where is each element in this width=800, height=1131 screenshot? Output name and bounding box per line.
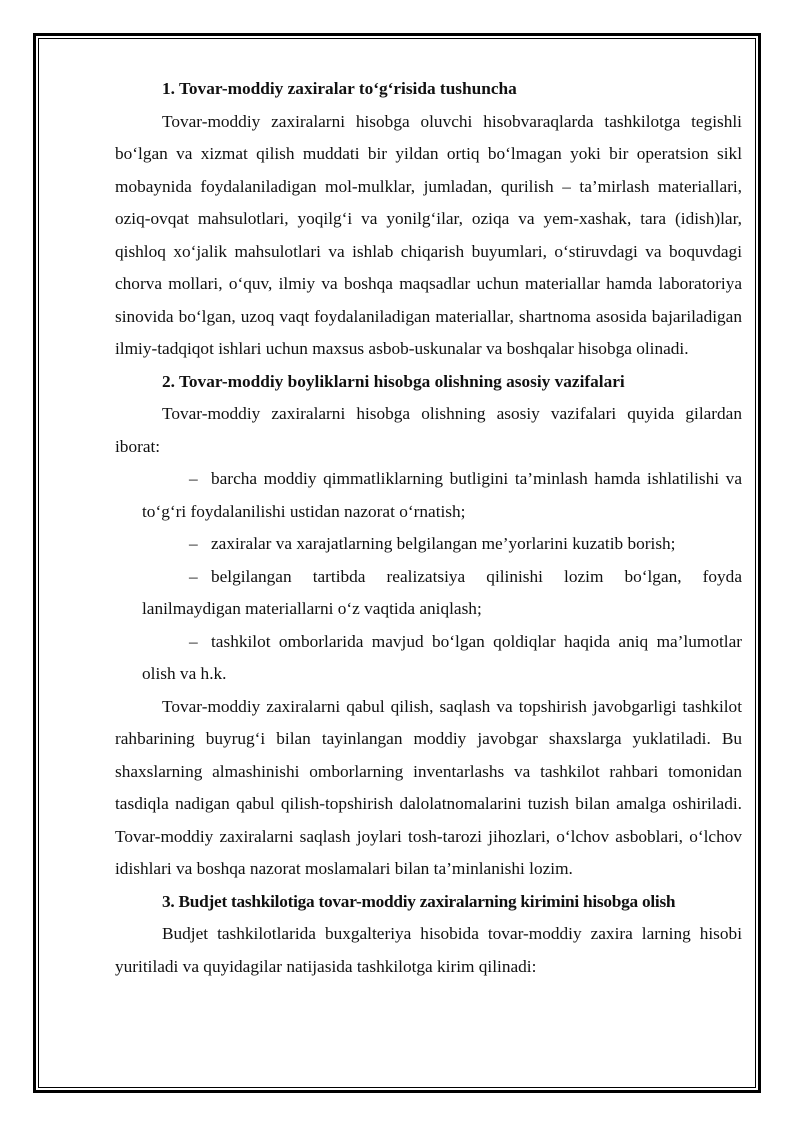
list-item <box>142 626 742 691</box>
list-item-text: zaxiralar va xarajatlarning belgilangan me’yorlarini kuzatib borish; <box>211 534 676 553</box>
list-item <box>142 561 742 626</box>
list-item <box>142 463 742 528</box>
bullet-dash: – <box>189 534 198 553</box>
list-item-text: tashkilot omborlarida mavjud bo‘lgan qoldiqlar haqida aniq ma’lumotlar olish va h.k. <box>142 631 742 683</box>
section-3-heading: 3. Budjet tashkilotiga tovar-moddiy zaxiralarning kirimini hisobga olish <box>162 891 676 911</box>
section-1-heading: 1. Tovar-moddiy zaxiralar to‘g‘risida tushuncha <box>162 79 517 98</box>
list-item-text: barcha moddiy qimmatliklarning butligini ta’minlash hamda ishlatilishi va to‘g‘ri foydalanilishi ustidan nazorat o‘rnatish; <box>142 469 742 521</box>
section-2-heading: 2. Tovar-moddiy boyliklarni hisobga olishning asosiy vazifalari <box>162 371 625 391</box>
bullet-dash: – <box>189 566 198 586</box>
list-item <box>142 528 742 561</box>
section-2-intro: Tovar-moddiy zaxiralarni hisobga olishning asosiy vazifalari quyida gilardan iborat: <box>115 404 742 456</box>
document-body <box>115 73 742 983</box>
bullet-dash: – <box>189 469 198 488</box>
section-1-paragraph: Tovar-moddiy zaxiralarni hisobga oluvchi hisobvaraqlarda tashkilotga tegishli bo‘lgan va xizmat qilish muddati bir yildan ortiq bo‘lmagan yoki bir operatsion sikl mobaynida foydalaniladigan mol-mulklar, jumladan, qurilish – ta’mirlash materiallari, oziq-ovqat mahsulotlari, yoqilg‘i va yonilg‘ilar, oziqa va yem-xashak, tara (idish)lar, qishloq xo‘jalik mahsulotlari va ishlab chiqarish buyumlari, o‘stiruvdagi va boquvdagi chorva mollari, o‘quv, ilmiy va boshqa maqsadlar uchun materiallar hamda laboratoriya sinovida bo‘lgan, uzoq vaqt foydalaniladigan materiallar, shartnoma asosida bajariladigan ilmiy-tadqiqot ishlari uchun maxsus asbob-uskunalar va boshqalar hisobga olinadi. <box>115 111 742 358</box>
bullet-dash: – <box>189 631 198 651</box>
section-2-closing: Tovar-moddiy zaxiralarni qabul qilish, saqlash va topshirish javobgarligi tashkilot rahbarining buyrug‘i bilan tayinlangan moddiy javobgar shaxslarga yuklatiladi. Bu shaxslarning almashinishi omborlarning inventarlashs va tashkilot rahbari tomonidan tasdiqla nadigan qabul qilish-topshirish dalolatnomalarini tuzish bilan amalga oshiriladi. Tovar-moddiy zaxiralarni saqlash joylari tosh-tarozi jihozlari, o‘lchov asboblari, o‘lchov idishlari va boshqa nazorat moslamalari bilan ta’minlanishi lozim. <box>115 696 742 878</box>
section-3-paragraph: Budjet tashkilotlarida buxgalteriya hisobida tovar-moddiy zaxira larning hisobi yuritiladi va quyidagilar natijasida tashkilotga kirim qilinadi: <box>115 924 742 976</box>
list-item-text: belgilangan tartibda realizatsiya qilinishi lozim bo‘lgan, foyda lanilmaydigan materiallarni o‘z vaqtida aniqlash; <box>142 566 742 618</box>
